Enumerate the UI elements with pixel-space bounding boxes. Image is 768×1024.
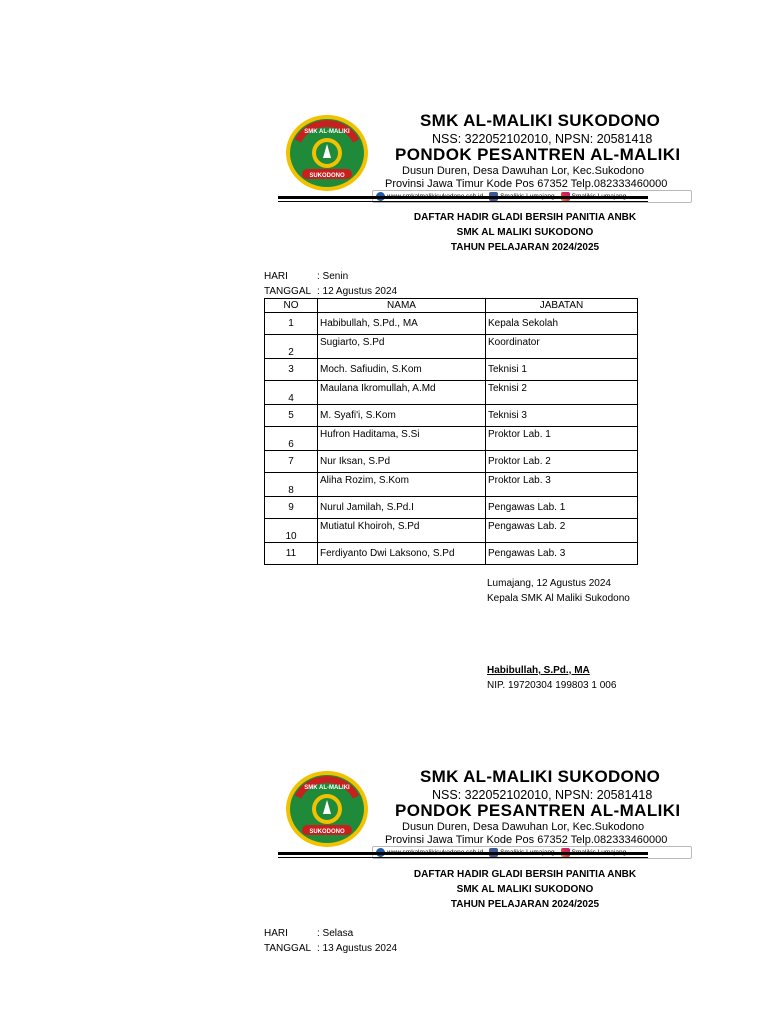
school-logo-icon [284,767,370,853]
table-header [265,299,638,313]
col-no: NO [265,299,318,313]
day-row: HARI : Senin [264,271,349,282]
col-jabatan: JABATAN [486,299,638,313]
address-line-2: Provinsi Jawa Timur Kode Pos 67352 Telp.082333460000 [385,834,668,846]
svg-text:SMK AL-MALIKI: SMK AL-MALIKI [304,129,350,135]
address-line-1: Dusun Duren, Desa Dawuhan Lor, Kec.Sukodono [402,821,645,833]
school-name: SMK AL-MALIKI SUKODONO [420,767,661,786]
table-row: 9 Nurul Jamilah, S.Pd.I Pengawas Lab. 1 [265,497,638,519]
signature-nip: NIP. 19720304 199803 1 006 [487,680,617,691]
day-row-page-2: HARI : Selasa [264,928,354,939]
svg-text:SUKODONO: SUKODONO [309,829,345,835]
table-row: 11 Ferdiyanto Dwi Laksono, S.Pd Pengawas Lab. 3 [265,543,638,565]
table-row: 6 Hufron Haditama, S.Si Proktor Lab. 1 [265,427,638,451]
school-ids: NSS: 322052102010, NPSN: 20581418 [432,788,653,802]
pondok-name: PONDOK PESANTREN AL-MALIKI [395,145,681,164]
letterhead-divider-thin [278,201,648,202]
school-logo-icon [284,111,370,197]
document-title-page-2: DAFTAR HADIR GLADI BERSIH PANITIA ANBK SMK AL MALIKI SUKODONO TAHUN PELAJARAN 2024/2025 [413,869,637,910]
letterhead [278,111,698,203]
table-row: 1 Habibullah, S.Pd., MA Kepala Sekolah [265,313,638,335]
signature-place-date: Lumajang, 12 Agustus 2024 [487,578,611,589]
document-title: DAFTAR HADIR GLADI BERSIH PANITIA ANBK SMK AL MALIKI SUKODONO TAHUN PELAJARAN 2024/2025 [413,212,637,253]
col-nama: NAMA [318,299,486,313]
table-row: 7 Nur Iksan, S.Pd Proktor Lab. 2 [265,451,638,473]
svg-text:SMK AL-MALIKI: SMK AL-MALIKI [304,785,350,791]
table-row: 3 Moch. Safiudin, S.Kom Teknisi 1 [265,359,638,381]
svg-text:SUKODONO: SUKODONO [309,173,345,179]
table-row: 5 M. Syafi'i, S.Kom Teknisi 3 [265,405,638,427]
signature-name: Habibullah, S.Pd., MA [487,665,590,676]
address-line-2: Provinsi Jawa Timur Kode Pos 67352 Telp.082333460000 [385,178,668,190]
letterhead-divider-thin [278,857,648,858]
table-row: 8 Aliha Rozim, S.Kom Proktor Lab. 3 [265,473,638,497]
letterhead-page-2 [278,767,698,859]
letterhead-divider [278,852,648,855]
date-row: TANGGAL : 12 Agustus 2024 [264,286,398,297]
signature-position: Kepala SMK Al Maliki Sukodono [487,593,630,604]
table-row: 10 Mutiatul Khoiroh, S.Pd Pengawas Lab. 2 [265,519,638,543]
attendance-table [264,298,638,565]
pondok-name: PONDOK PESANTREN AL-MALIKI [395,801,681,820]
table-row: 2 Sugiarto, S.Pd Koordinator [265,335,638,359]
school-name: SMK AL-MALIKI SUKODONO [420,111,661,130]
school-ids: NSS: 322052102010, NPSN: 20581418 [432,132,653,146]
date-row-page-2: TANGGAL : 13 Agustus 2024 [264,943,398,954]
table-row: 4 Maulana Ikromullah, A.Md Teknisi 2 [265,381,638,405]
address-line-1: Dusun Duren, Desa Dawuhan Lor, Kec.Sukodono [402,165,645,177]
letterhead-divider [278,196,648,199]
